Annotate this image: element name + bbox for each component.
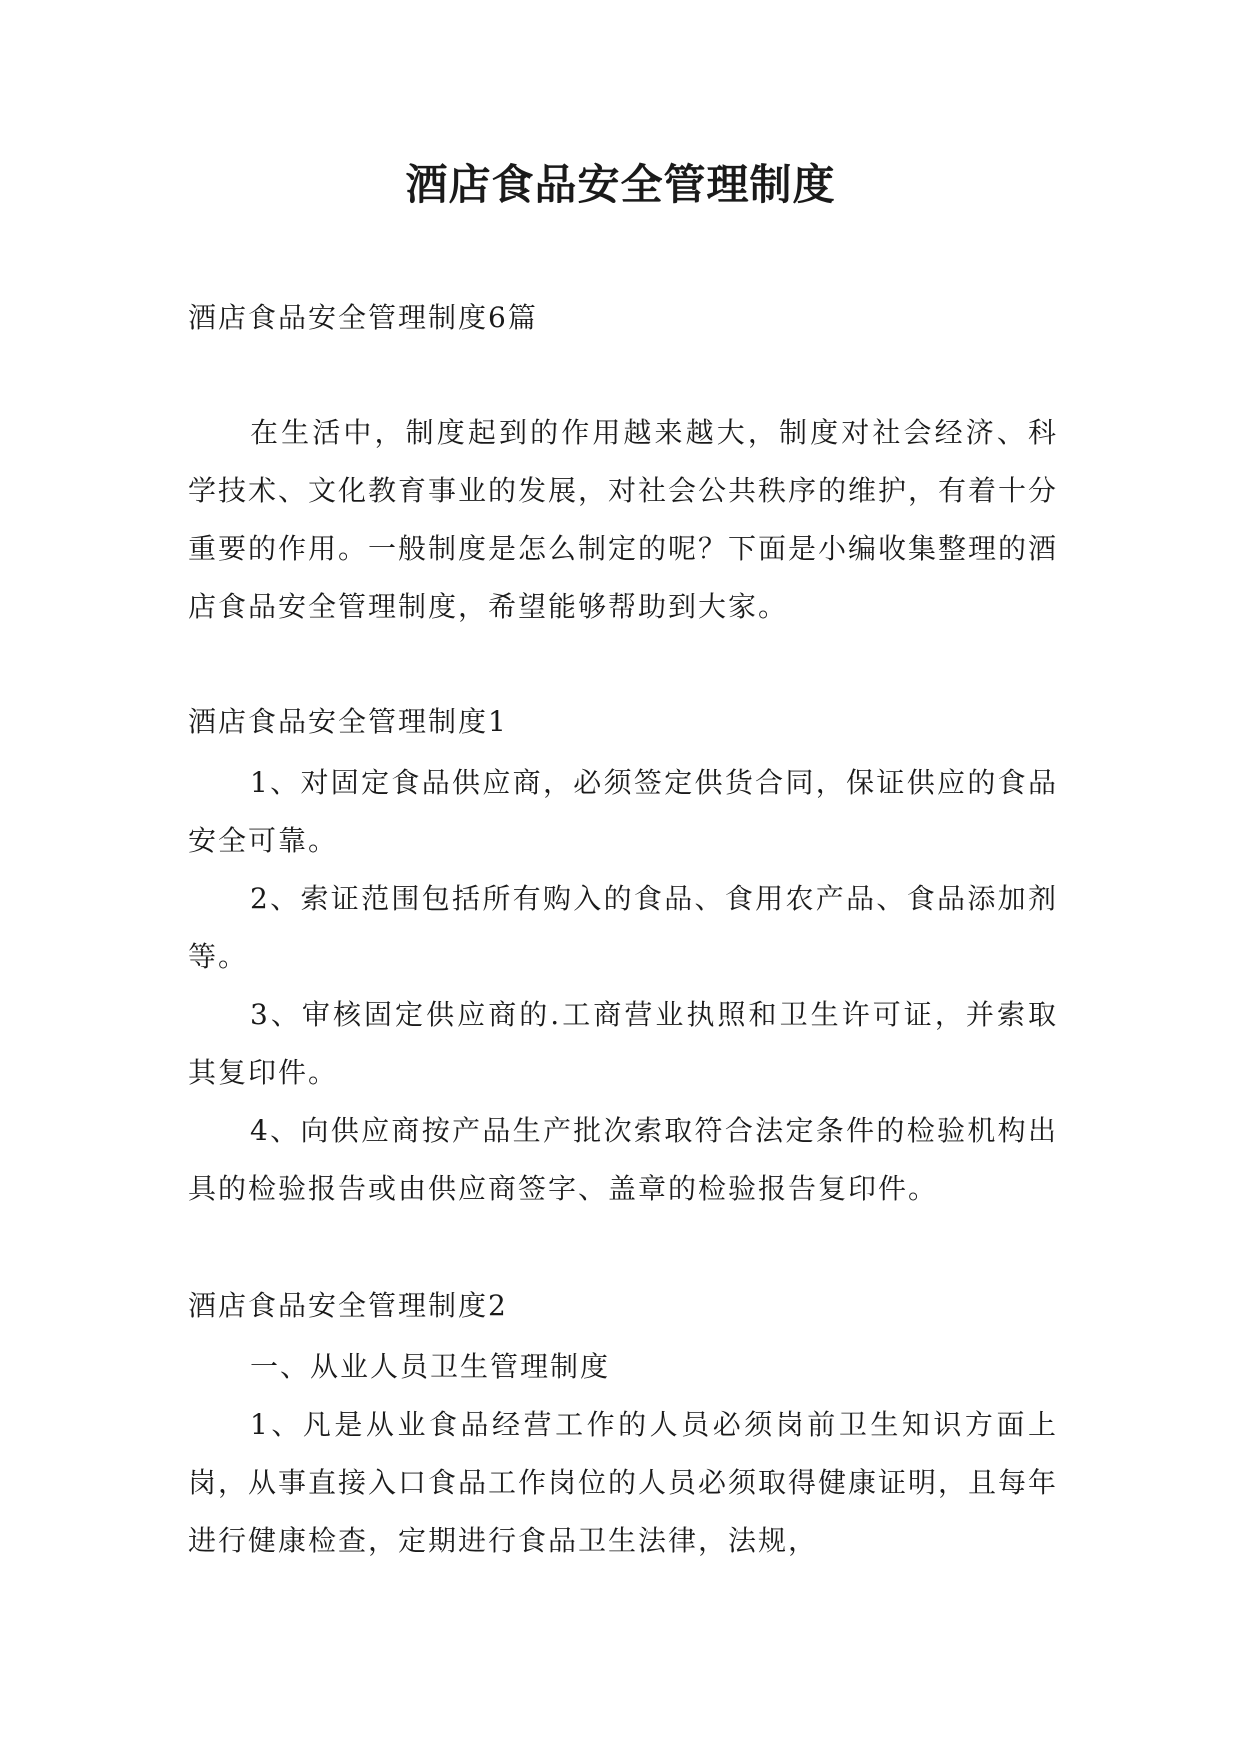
intro-paragraph: 在生活中，制度起到的作用越来越大，制度对社会经济、科学技术、文化教育事业的发展，对社会公共秩序的维护，有着十分重要的作用。一般制度是怎么制定的呢？下面是小编收集整理的酒店食品安全管理制度，希望能够帮助到大家。: [188, 416, 1059, 623]
section-1-item-3: 3、审核固定供应商的.工商营业执照和卫生许可证，并索取其复印件。: [188, 998, 1058, 1089]
document-title: 酒店食品安全管理制度: [405, 160, 836, 209]
section-2-heading: 酒店食品安全管理制度2: [188, 1289, 508, 1322]
section-2-item-1: 1、凡是从业食品经营工作的人员必须岗前卫生知识方面上岗，从事直接入口食品工作岗位的人员必须取得健康证明，且每年进行健康检查，定期进行食品卫生法律，法规，: [188, 1408, 1059, 1557]
section-1-heading: 酒店食品安全管理制度1: [188, 705, 508, 738]
section-1-item-2: 2、索证范围包括所有购入的食品、食用农产品、食品添加剂等。: [188, 882, 1058, 973]
section-2-subheading: 一、从业人员卫生管理制度: [250, 1350, 611, 1383]
section-1-item-4: 4、向供应商按产品生产批次索取符合法定条件的检验机构出具的检验报告或由供应商签字、盖章的检验报告复印件。: [188, 1114, 1058, 1205]
section-1-item-1: 1、对固定食品供应商，必须签定供货合同，保证供应的食品安全可靠。: [188, 766, 1058, 857]
document-subtitle: 酒店食品安全管理制度6篇: [188, 301, 538, 334]
